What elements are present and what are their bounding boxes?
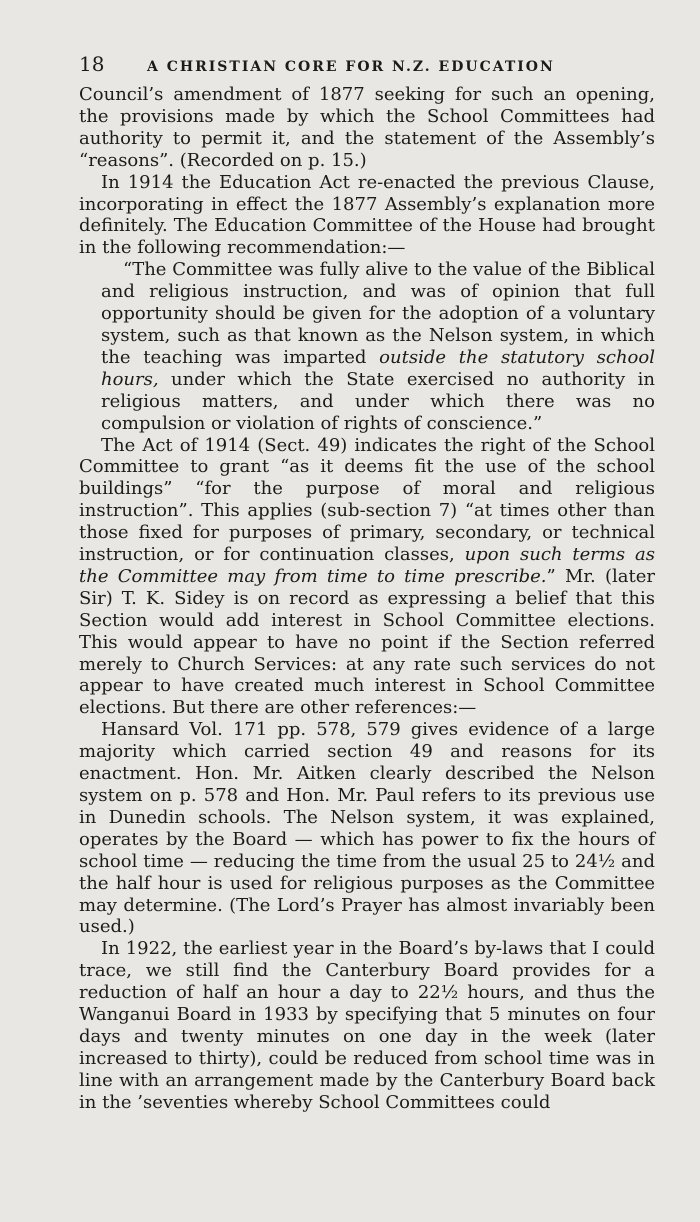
paragraph: In 1922, the earliest year in the Board’s by-laws that I could trace, we still find the Canterbury Board provides for a reduction of half an hour a day to 22½ hours, and thus the Wanganui Board in 1933 by specifying that 5 minutes on four days and twenty minutes on one day in the week (later increased to thirty), could be reduced from school time was in line with an arrangement made by the Canterbury Board back in the ’seventies whereby School Committees could — [79, 938, 655, 1113]
paragraph: Hansard Vol. 171 pp. 578, 579 gives evidence of a large majority which carried section 49 and reasons for its enactment. Hon. Mr. Aitken clearly described the Nelson system on p. 578 and Hon. Mr. Paul refers to its previous use in Dunedin schools. The Nelson system, it was explained, operates by the Board — which has power to fix the hours of school time — reducing the time from the usual 25 to 24½ and the half hour is used for religious purposes as the Committee may determine. (The Lord’s Prayer has almost invariably been used.) — [79, 719, 655, 938]
page-number: 18 — [79, 52, 105, 76]
paragraph-emphasis: upon such terms as the Committee may from time to time prescribe. — [79, 544, 655, 587]
paragraph-text: ” Mr. (later Sir) T. K. Sidey is on record as expressing a belief that this Section would add interest in School Committee elections. This would appear to have no point if the Section referred merely to Church Services: at any rate such services do not appear to have created much interest in School Committee elections. But there are other references:— — [79, 565, 655, 719]
quote-text: “The Committee was fully alive to the value of the Biblical and religious instruction, and was of opinion that full opportunity should be given for the adoption of a voluntary system, such as that known as the Nelson system, in which the teaching was imparted — [101, 259, 655, 368]
running-title: A CHRISTIAN CORE FOR N.Z. EDUCATION — [147, 59, 555, 75]
block-quote — [79, 259, 655, 434]
body-text — [79, 84, 655, 1114]
quote-emphasis: outside the statutory school hours, — [101, 346, 655, 390]
paragraph: Council’s amendment of 1877 seeking for such an opening, the provisions made by which the School Committees had authority to permit it, and the statement of the Assembly’s “reasons”. (Recorded on p. 15.) — [79, 84, 655, 171]
paragraph-text: The Act of 1914 (Sect. 49) indicates the right of the School Committee to grant “as it deems fit the use of the school buildings” “for the purpose of moral and religious instruction”. This applies (sub-section 7) “at times other than those fixed for purposes of primary, secondary, or technical instruction, or for continuation classes, — [79, 434, 655, 566]
page-header — [79, 52, 655, 82]
paragraph: In 1914 the Education Act re-enacted the previous Clause, incorporating in effect the 1877 Assembly’s explanation more definitely. The Education Committee of the House had brought in the following recommendation:— — [79, 171, 655, 259]
book-page — [79, 52, 655, 1114]
quote-text: under which the State exercised no authority in religious matters, and under which there was no compulsion or violation of rights of conscience.” — [101, 368, 655, 434]
paragraph — [79, 435, 655, 720]
